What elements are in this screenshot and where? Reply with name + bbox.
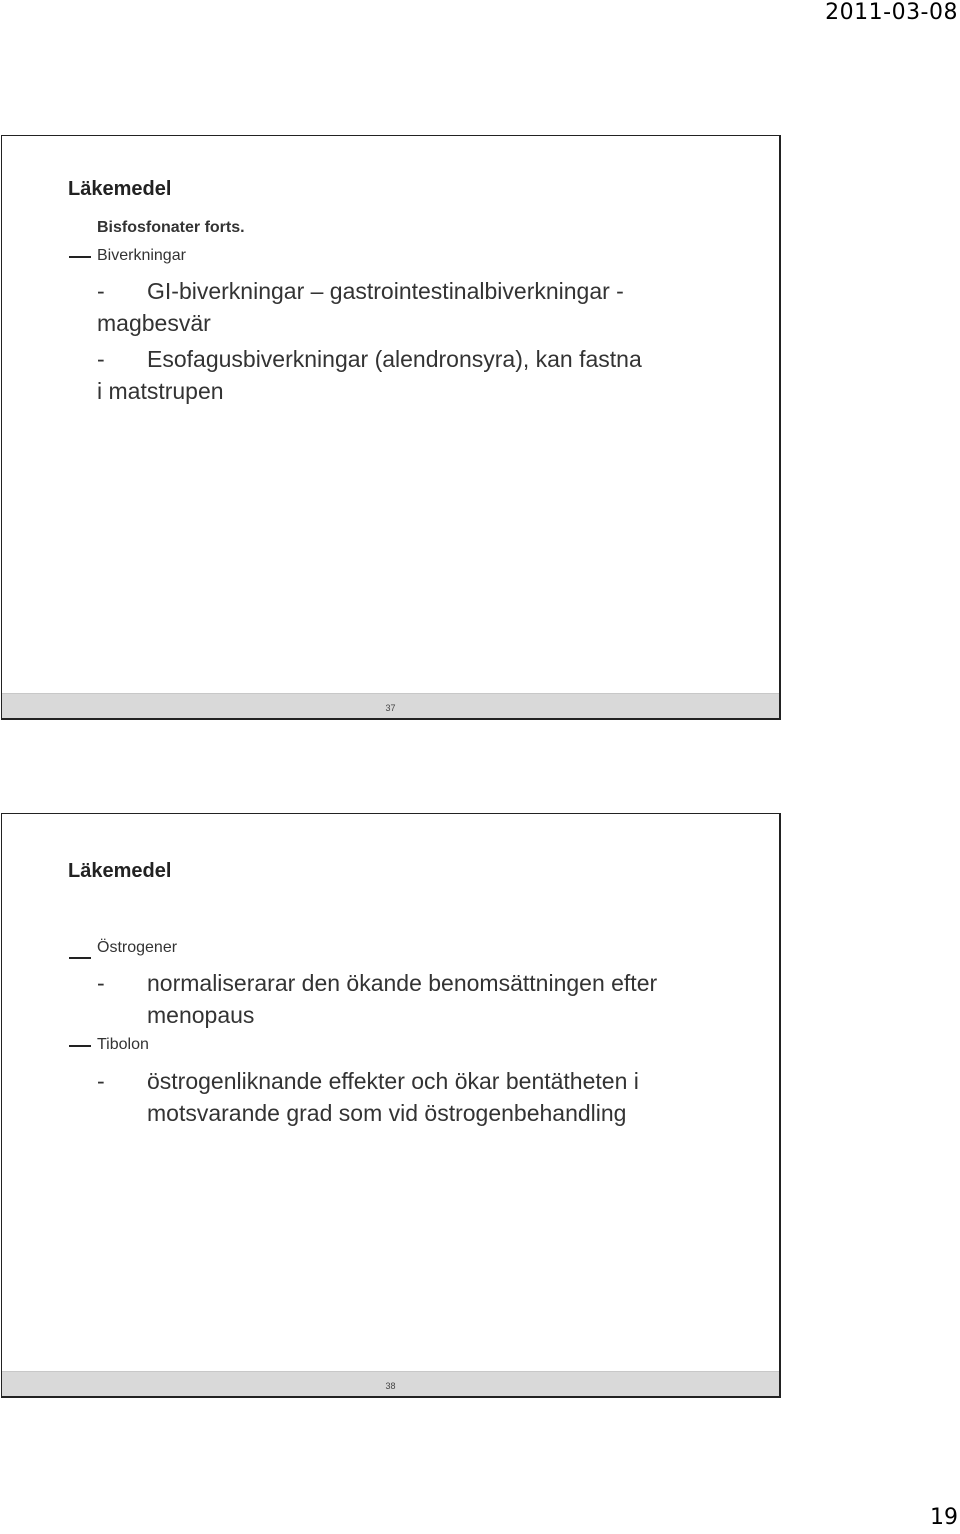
item-marker: - (97, 346, 105, 372)
bullet-biverkningar: Biverkningar (97, 247, 186, 264)
item-tibolon-line1: östrogenliknande effekter och ökar bentätheten i (147, 1068, 639, 1094)
slide-number: 37 (385, 703, 396, 713)
item-esofagus-line2: i matstrupen (97, 378, 224, 404)
bullet-tibolon: Tibolon (97, 1036, 149, 1053)
item-gi-line2: magbesvär (97, 310, 211, 336)
bullet-dash (69, 1045, 91, 1047)
slide-37 (1, 135, 781, 720)
item-gi-line1: GI-biverkningar – gastrointestinalbiverkningar - (147, 278, 624, 304)
slide-subtitle: Bisfosfonater forts. (97, 219, 245, 236)
item-tibolon-line2: motsvarande grad som vid östrogenbehandling (147, 1100, 627, 1126)
bullet-ostrogener: Östrogener (97, 939, 178, 956)
item-marker: - (97, 970, 105, 996)
item-ostrogener-line2: menopaus (147, 1002, 255, 1028)
bullet-dash (69, 957, 91, 959)
slide-38 (1, 813, 781, 1398)
page-number: 19 (930, 1505, 958, 1530)
bullet-dash (69, 256, 91, 258)
item-esofagus-line1: Esofagusbiverkningar (alendronsyra), kan fastna (147, 346, 642, 372)
page-date: 2011-03-08 (825, 0, 958, 25)
item-marker: - (97, 1068, 105, 1094)
slide-footer (2, 693, 779, 718)
slide-footer (2, 1371, 779, 1396)
item-marker: - (97, 278, 105, 304)
slide-title: Läkemedel (68, 860, 172, 882)
slide-number: 38 (385, 1381, 396, 1391)
item-ostrogener-line1: normaliserarar den ökande benomsättningen efter (147, 970, 658, 996)
slide-title: Läkemedel (68, 178, 172, 200)
